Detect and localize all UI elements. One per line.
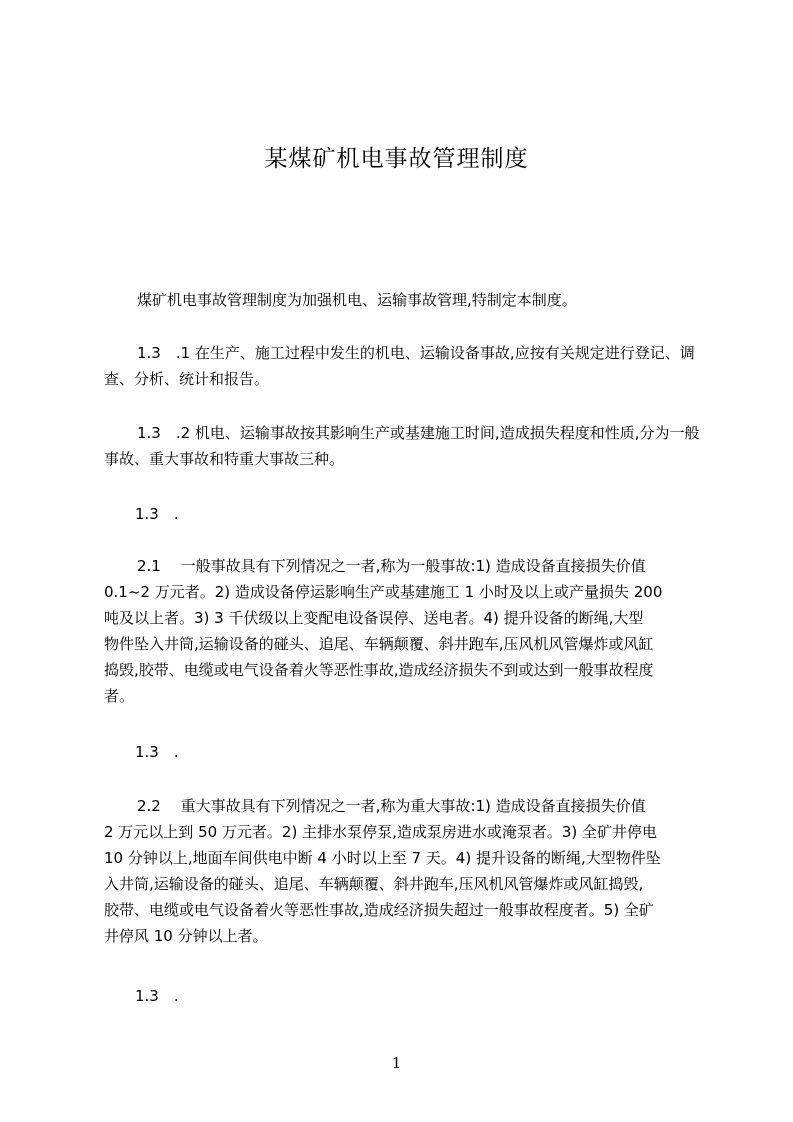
paragraph-line: 2.1 一般事故具有下列情况之一者,称为一般事故:1) 造成设备直接损失价值 <box>137 557 646 575</box>
paragraph-line: 2.2 重大事故具有下列情况之一者,称为重大事故:1) 造成设备直接损失价值 <box>137 797 646 815</box>
paragraph-line: 入井筒,运输设备的碰头、追尾、车辆颠覆、斜井跑车,压风机风管爆炸或风缸捣毁, <box>104 875 644 893</box>
clause-1-3-1-paragraph: 1.3 .1 在生产、施工过程中发生的机电、运输设备事故,应按有关规定进行登记、调查、分析、统计和报告。 <box>104 344 695 388</box>
general-accident-paragraph <box>104 553 704 709</box>
section-number-3: 1.3 . <box>135 987 179 1005</box>
paragraph-line: 物件坠入井筒,运输设备的碰头、追尾、车辆颠覆、斜井跑车,压风机风管爆炸或风缸 <box>104 635 654 653</box>
paragraph-line: 0.1~2 万元者。2) 造成设备停运影响生产或基建施工 1 小时及以上或产量损失 200 <box>104 583 663 601</box>
paragraph-line: 胶带、电缆或电气设备着火等恶性事故,造成经济损失超过一般事故程度者。5) 全矿 <box>104 901 654 919</box>
paragraph-line: 井停风 10 分钟以上者。 <box>104 927 268 945</box>
section-number-1: 1.3 . <box>135 505 179 523</box>
section-number-2: 1.3 . <box>135 743 179 761</box>
paragraph-line: 10 分钟以上,地面车间供电中断 4 小时以上至 7 天。4) 提升设备的断绳,大型物件坠 <box>104 849 661 867</box>
paragraph-line: 2 万元以上到 50 万元者。2) 主排水泵停泵,造成泵房进水或淹泵者。3) 全矿井停电 <box>104 823 658 841</box>
paragraph-line: 者。 <box>104 687 135 705</box>
paragraph-line: 捣毁,胶带、电缆或电气设备着火等恶性事故,造成经济损失不到或达到一般事故程度 <box>104 661 654 679</box>
intro-paragraph: 煤矿机电事故管理制度为加强机电、运输事故管理,特制定本制度。 <box>137 291 577 309</box>
page-number: 1 <box>391 1054 402 1072</box>
paragraph-line: 吨及以上者。3) 3 千伏级以上变配电设备误停、送电者。4) 提升设备的断绳,大型 <box>104 609 644 627</box>
page-title: 某煤矿机电事故管理制度 <box>264 146 529 172</box>
major-accident-paragraph <box>104 793 704 949</box>
clause-1-3-2-paragraph: 1.3 .2 机电、运输事故按其影响生产或基建施工时间,造成损失程度和性质,分为一般事故、重大事故和特重大事故三种。 <box>104 424 700 468</box>
